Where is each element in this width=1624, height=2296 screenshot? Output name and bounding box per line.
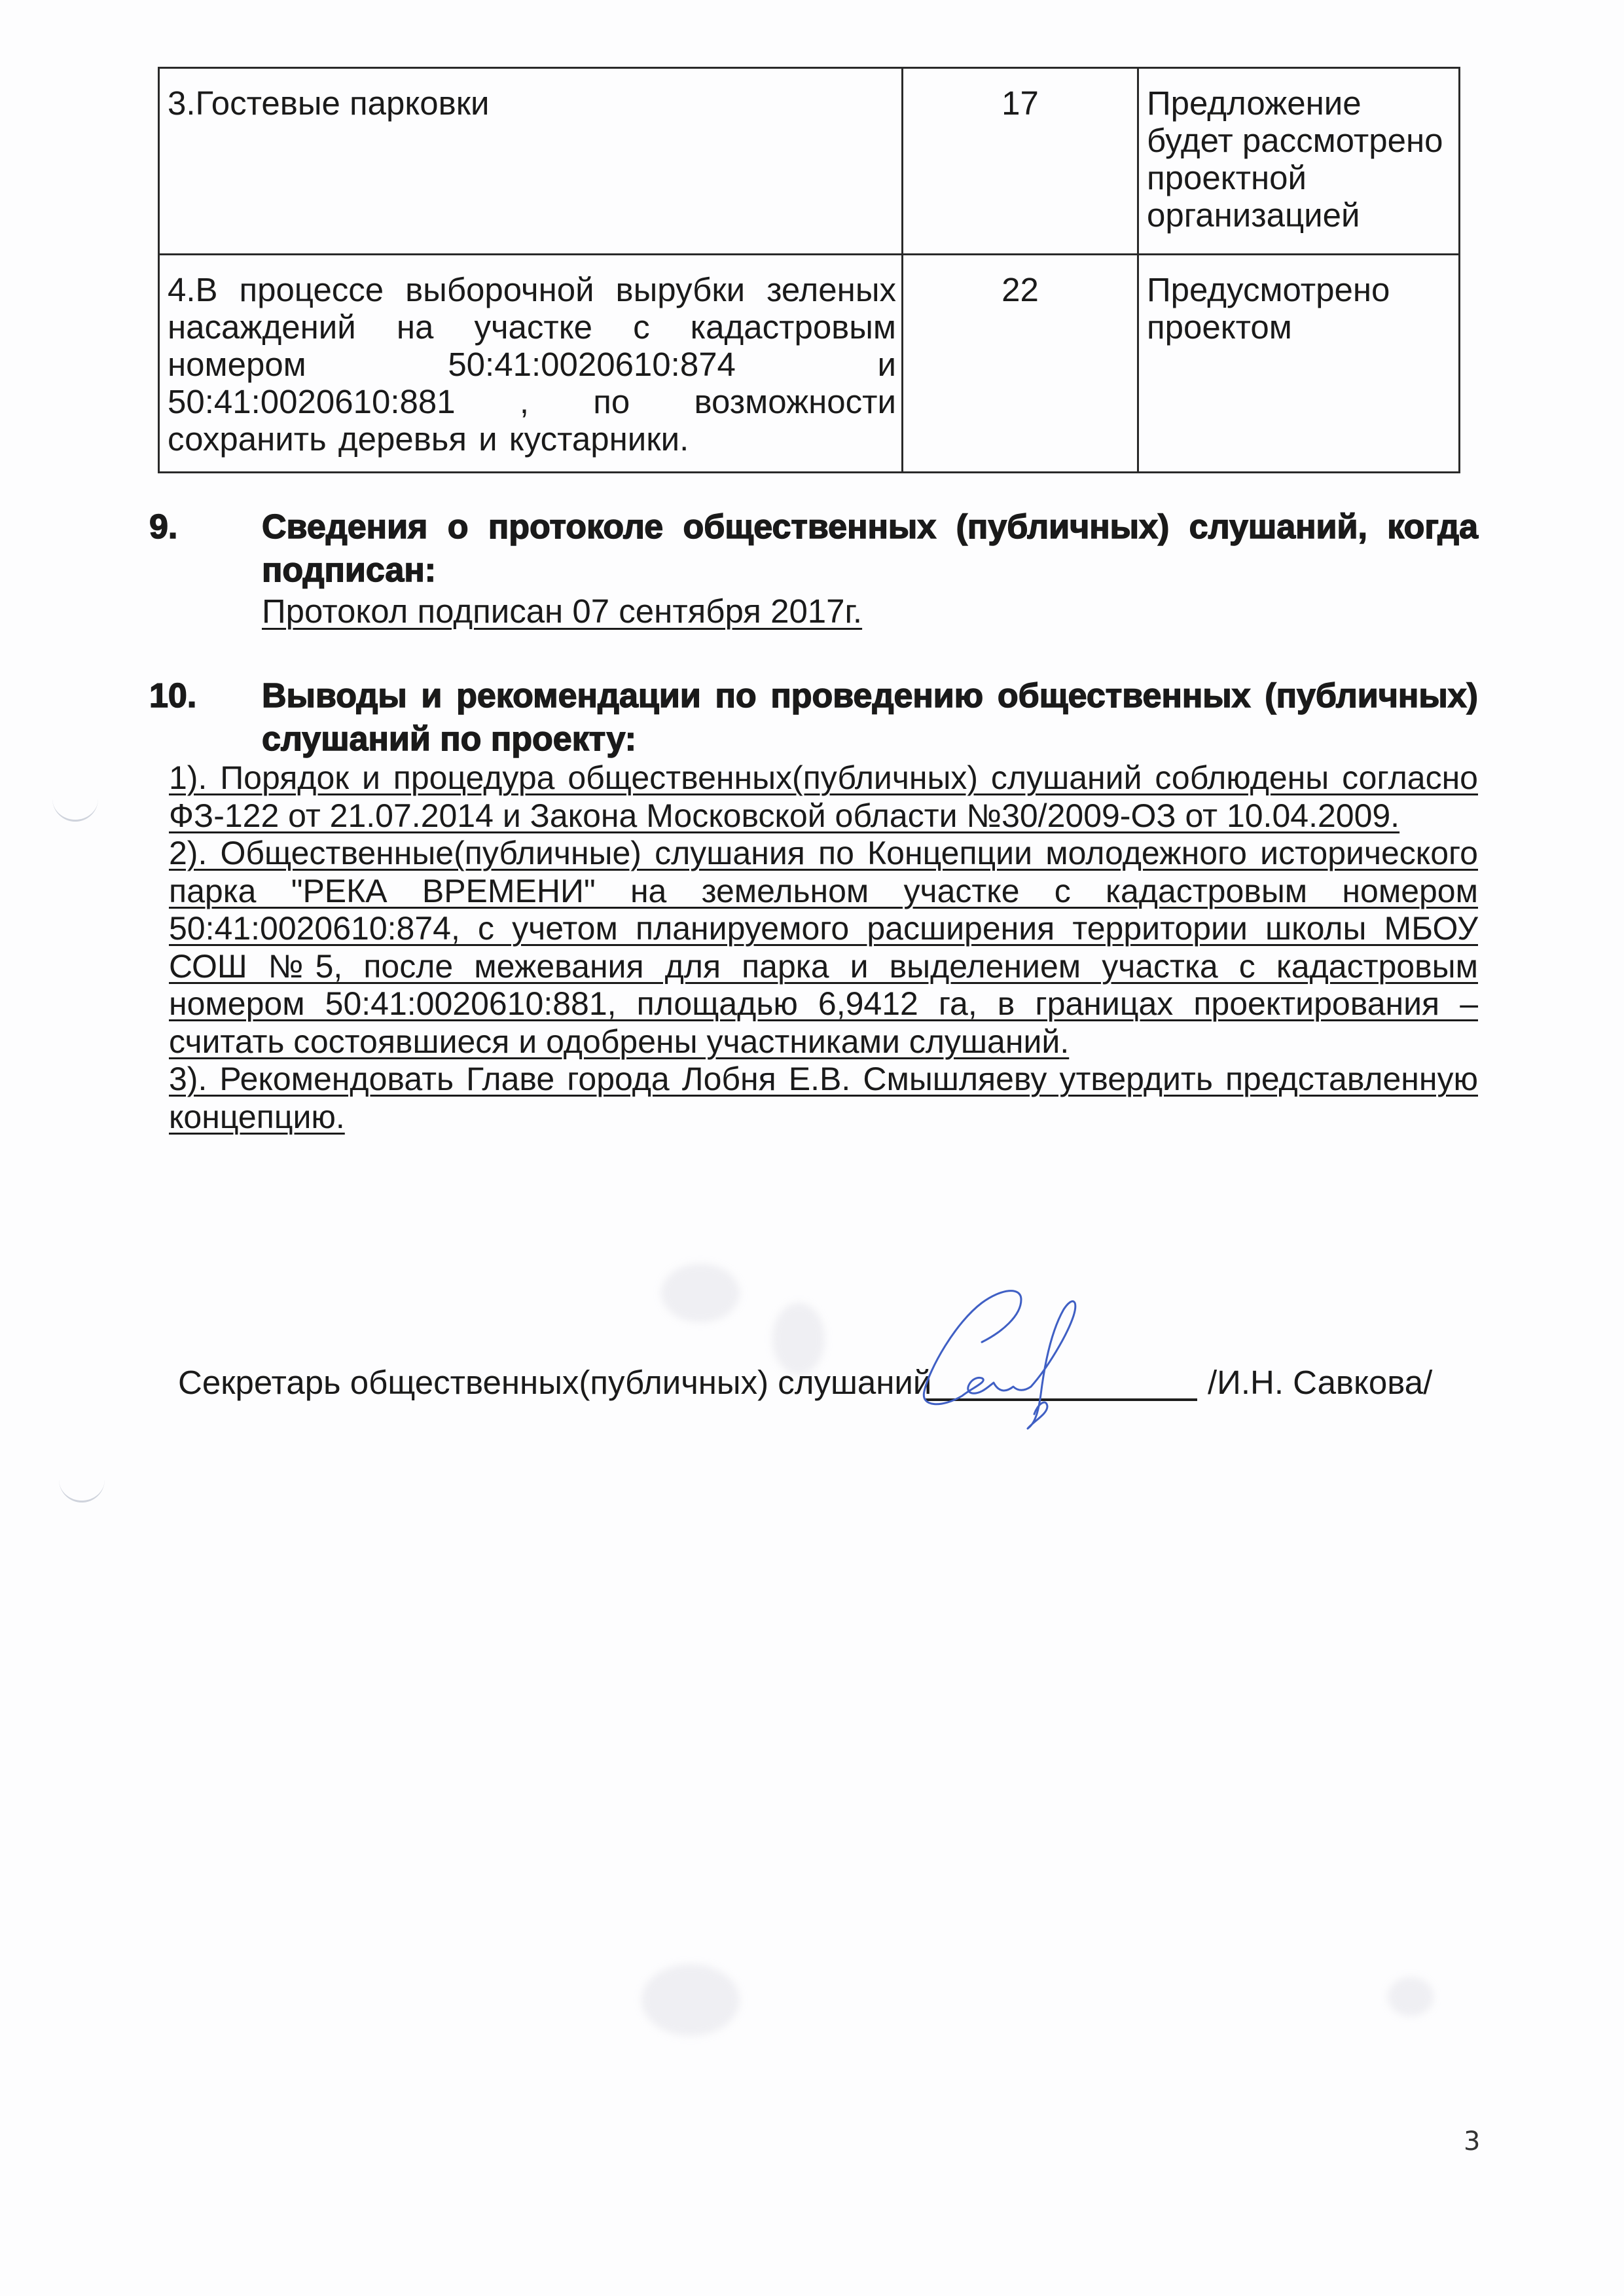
page-number: 3 (1464, 2126, 1481, 2157)
section-number: 10. (149, 677, 197, 715)
table-row (159, 255, 1460, 473)
section-number: 9. (149, 508, 178, 546)
table-row (159, 68, 1460, 255)
result-cell: Предусмотрено проектом (1138, 255, 1460, 473)
section-10 (149, 674, 1478, 761)
handwritten-signature (916, 1283, 1139, 1434)
conclusion-item: 3). Рекомендовать Главе города Лобня Е.В. Смышляеву утвердить представленную концепцию. (169, 1061, 1478, 1135)
section-heading: Выводы и рекомендации по проведению общественных (публичных) слушаний по проекту: (262, 677, 1478, 758)
punch-hole-mark (59, 1478, 105, 1503)
signatory-name: /И.Н. Савкова/ (1208, 1364, 1433, 1401)
section-heading: Сведения о протоколе общественных (публичных) слушаний, когда подписан: (262, 508, 1478, 589)
punch-hole-mark (52, 797, 98, 822)
scan-smudge (1388, 1977, 1434, 2016)
proposal-cell: 3.Гостевые парковки (159, 68, 903, 255)
proposal-cell: 4.В процессе выборочной вырубки зеленых насаждений на участке с кадастровым номером 50:41:0020610:874 и 50:41:0020610:881 , по возможности сохранить деревья и кустарники. (159, 255, 903, 473)
section-9 (149, 505, 1478, 631)
conclusion-item: 1). Порядок и процедура общественных(публичных) слушаний соблюдены согласно ФЗ-122 от 21.07.2014 и Закона Московской области №30/2009-ОЗ от 10.04.2009. (169, 759, 1478, 834)
conclusion-item: 2). Общественные(публичные) слушания по Концепции молодежного исторического парка "РЕКА ВРЕМЕНИ" на земельном участке с кадастровым номером 50:41:0020610:874, с учетом планируемого расширения территории школы МБОУ СОШ №5, после межевания для парка и выделением участка с кадастровым номером 50:41:0020610:881, площадью 6,9412 га, в границах проектирования – считать состоявшиеся и одобрены участниками слушаний. (169, 835, 1478, 1060)
scan-smudge (661, 1264, 740, 1322)
count-cell: 22 (903, 255, 1138, 473)
count-cell: 17 (903, 68, 1138, 255)
scan-smudge (641, 1964, 740, 2036)
protocol-signed-text: Протокол подписан 07 сентября 2017г. (262, 592, 863, 630)
secretary-label: Секретарь общественных(публичных) слушаний (178, 1364, 932, 1401)
conclusions-list (169, 759, 1478, 1136)
result-cell: Предложение будет рассмотрено проектной организацией (1138, 68, 1460, 255)
proposals-table (158, 67, 1460, 473)
